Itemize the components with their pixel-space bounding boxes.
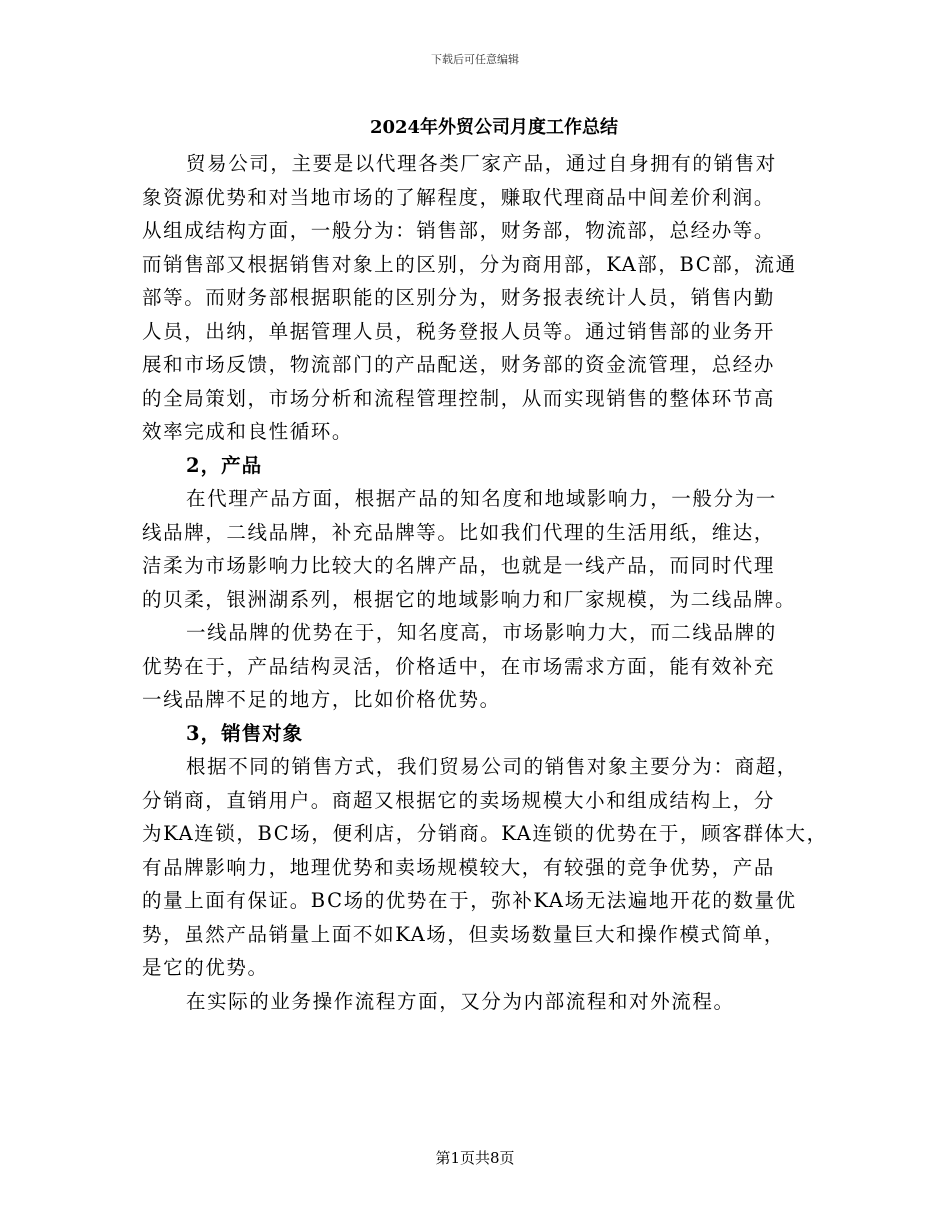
paragraph-line: 分销商，直销用户。商超又根据它的卖场规模大小和组成结构上，分 [142, 788, 776, 812]
paragraph-line: 象资源优势和对当地市场的了解程度，赚取代理商品中间差价利润。 [142, 185, 776, 209]
paragraph-line: 展和市场反馈，物流部门的产品配送，财务部的资金流管理，总经办 [142, 353, 776, 376]
section-heading-sales-targets: 3，销售对象 [186, 721, 304, 745]
page-header-note: 下载后可任意编辑 [431, 53, 519, 66]
document-title: 2024年外贸公司月度工作总结 [369, 117, 619, 138]
paragraph-line: 为KA连锁，BC场，便利店，分销商。KA连锁的优势在于，顾客群体大， [142, 822, 828, 845]
paragraph-line: 有品牌影响力，地理优势和卖场规模较大，有较强的竞争优势，产品 [142, 855, 776, 879]
paragraph-line: 在实际的业务操作流程方面，又分为内部流程和对外流程。 [186, 989, 735, 1013]
paragraph-line: 效率完成和良性循环。 [142, 420, 354, 443]
paragraph-line: 的贝柔，银洲湖系列，根据它的地域影响力和厂家规模，为二线品牌。 [142, 587, 797, 611]
paragraph-line: 洁柔为市场影响力比较大的名牌产品，也就是一线产品，而同时代理 [142, 554, 776, 577]
paragraph-line: 部等。而财务部根据职能的区别分为，财务报表统计人员，销售内勤 [142, 286, 776, 309]
page-number: 第1页共8页 [435, 1149, 515, 1167]
paragraph-line: 的量上面有保证。BC场的优势在于，弥补KA场无法遍地开花的数量优 [142, 889, 797, 912]
paragraph-line: 线品牌，二线品牌，补充品牌等。比如我们代理的生活用纸，维达， [142, 520, 776, 544]
paragraph-line: 势，虽然产品销量上面不如KA场，但卖场数量巨大和操作模式简单， [142, 922, 785, 946]
paragraph-line: 根据不同的销售方式，我们贸易公司的销售对象主要分为：商超， [186, 755, 798, 778]
paragraph-line: 是它的优势。 [142, 956, 269, 979]
paragraph-line: 而销售部又根据销售对象上的区别，分为商用部，KA部，BC部，流通 [142, 252, 797, 276]
paragraph-line: 在代理产品方面，根据产品的知名度和地域影响力，一般分为一 [186, 487, 777, 510]
document-body [142, 113, 832, 1018]
section-heading-products: 2，产品 [186, 453, 263, 477]
paragraph-line: 一线品牌不足的地方，比如价格优势。 [142, 688, 501, 711]
paragraph-line: 贸易公司，主要是以代理各类厂家产品，通过自身拥有的销售对 [186, 152, 777, 175]
paragraph-line: 一线品牌的优势在于，知名度高，市场影响力大，而二线品牌的 [186, 621, 777, 644]
paragraph-line: 优势在于，产品结构灵活，价格适中，在市场需求方面，能有效补充 [142, 654, 776, 678]
paragraph-line: 人员，出纳，单据管理人员，税务登报人员等。通过销售部的业务开 [142, 319, 776, 343]
paragraph-line: 的全局策划，市场分析和流程管理控制，从而实现销售的整体环节高 [142, 386, 776, 410]
paragraph-line: 从组成结构方面，一般分为：销售部，财务部，物流部，总经办等。 [142, 219, 776, 242]
